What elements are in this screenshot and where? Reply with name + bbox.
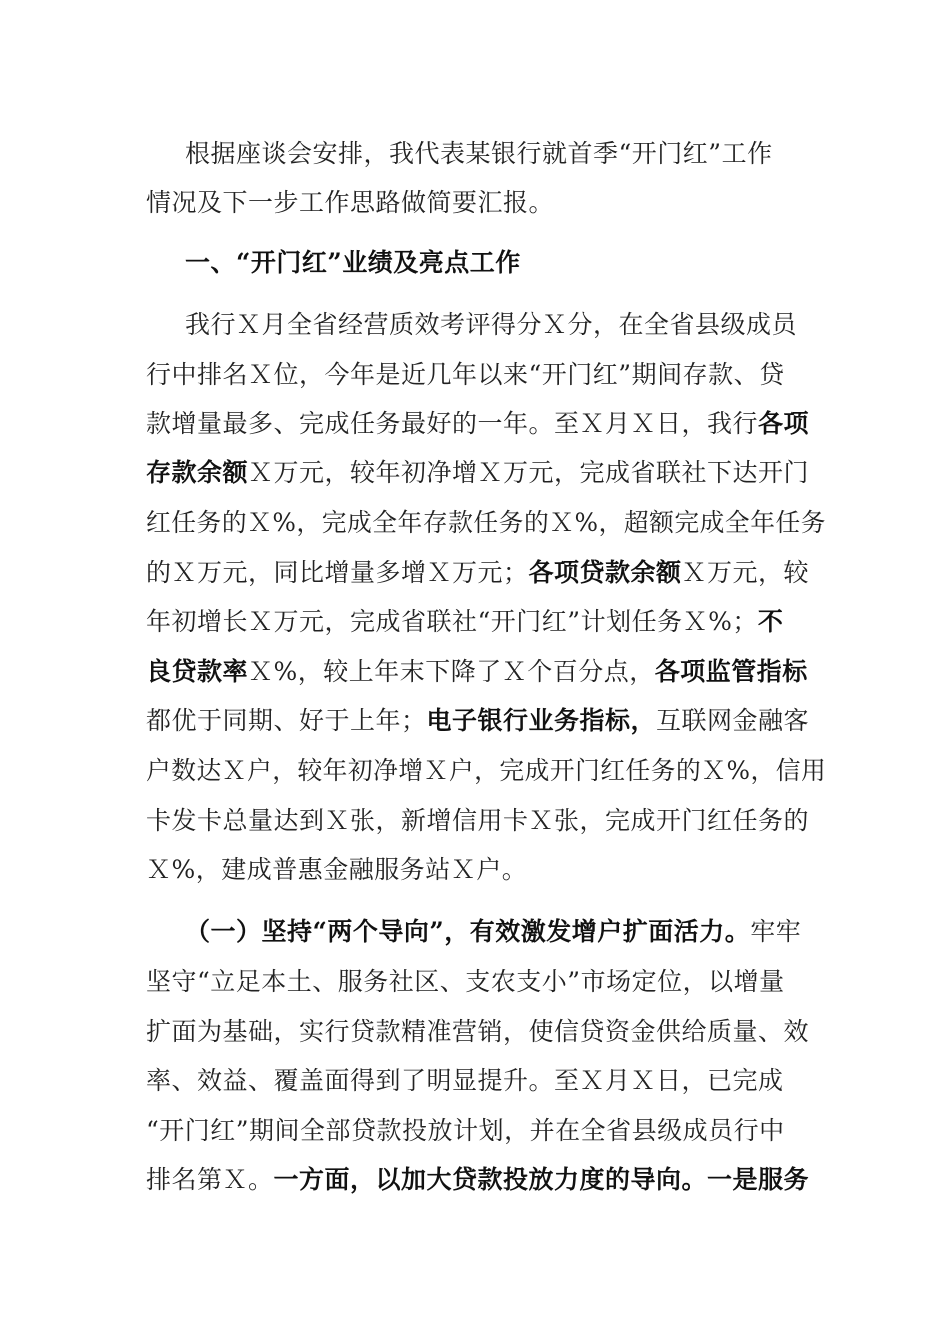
text-run: 扩面为基础，实行贷款精准营销，使信贷资金供给质量、效: [146, 1017, 810, 1046]
bold-text-run: 一方面，以加大贷款投放力度的导向。一是服务: [273, 1165, 810, 1194]
paragraph-intro-line-2: [146, 178, 826, 228]
paragraph-subsection-1-line-3: [146, 1007, 826, 1057]
paragraph-subsection-1-line-2: [146, 957, 826, 1007]
text-run: 的Ｘ万元，同比增量多增Ｘ万元；: [146, 558, 529, 587]
paragraph-performance-line-9: [146, 696, 826, 746]
paragraph-subsection-1-line-1: [185, 907, 826, 957]
paragraph-performance-line-5: [146, 498, 827, 548]
text-run: 我行Ｘ月全省经营质效考评得分Ｘ分，在全省县级成员: [185, 310, 798, 339]
text-run: 户数达Ｘ户，较年初净增Ｘ户，完成开门红任务的Ｘ%，信用: [146, 756, 827, 785]
paragraph-performance-line-4: [146, 448, 826, 498]
paragraph-performance-line-6: [146, 548, 826, 598]
paragraph-performance-line-12: [146, 845, 826, 895]
subsection-heading: （一）坚持“两个导向”，有效激发增户扩面活力。: [185, 917, 751, 946]
text-run: Ｘ%，建成普惠金融服务站Ｘ户。: [146, 855, 528, 884]
paragraph-performance-line-11: [146, 796, 826, 846]
text-run: 坚守“立足本土、服务社区、支农支小”市场定位，以增量: [146, 967, 785, 996]
text-run: “开门红”期间全部贷款投放计划，并在全省县级成员行中: [146, 1116, 785, 1145]
text-run: Ｘ%，较上年末下降了Ｘ个百分点，: [248, 657, 655, 686]
paragraph-performance-line-3: [146, 399, 826, 449]
paragraph-performance-line-1: [185, 300, 826, 350]
text-run: 情况及下一步工作思路做简要汇报。: [146, 188, 555, 217]
text-run: 互联网金融客: [656, 706, 810, 735]
paragraph-performance-line-2: [146, 350, 826, 400]
text-run: Ｘ万元，较年初净增Ｘ万元，完成省联社下达开门: [248, 458, 810, 487]
bold-text-run: 各项: [758, 409, 810, 438]
paragraph-performance-line-10: [146, 746, 827, 796]
paragraph-performance-line-7: [146, 597, 826, 647]
paragraph-subsection-1-line-4: [146, 1056, 826, 1106]
text-run: 年初增长Ｘ万元，完成省联社“开门红”计划任务Ｘ%；: [146, 607, 758, 636]
heading-text: 一、“开门红”业绩及亮点工作: [185, 248, 521, 277]
section-heading-1: [185, 238, 826, 288]
text-run: 根据座谈会安排，我代表某银行就首季“开门红”工作: [185, 139, 773, 168]
text-run: 都优于同期、好于上年；: [146, 706, 427, 735]
paragraph-intro-line-1: [185, 129, 826, 179]
text-run: 行中排名Ｘ位，今年是近几年以来“开门红”期间存款、贷: [146, 360, 785, 389]
text-run: 卡发卡总量达到Ｘ张，新增信用卡Ｘ张，完成开门红任务的: [146, 806, 810, 835]
bold-text-run: 良贷款率: [146, 657, 249, 686]
bold-text-run: 存款余额: [146, 458, 249, 487]
text-run: 牢牢: [750, 917, 802, 946]
paragraph-subsection-1-line-5: [146, 1106, 826, 1156]
text-run: 红任务的Ｘ%，完成全年存款任务的Ｘ%，超额完成全年任务: [146, 508, 827, 537]
text-run: 率、效益、覆盖面得到了明显提升。至Ｘ月Ｘ日，已完成: [146, 1066, 784, 1095]
paragraph-subsection-1-line-6: [146, 1155, 826, 1205]
text-run: Ｘ万元，较: [681, 558, 810, 587]
text-run: 款增量最多、完成任务最好的一年。至Ｘ月Ｘ日，我行: [146, 409, 759, 438]
bold-text-run: 各项贷款余额: [528, 558, 682, 587]
text-run: 排名第Ｘ。: [146, 1165, 274, 1194]
bold-text-run: 电子银行业务指标，: [426, 706, 657, 735]
paragraph-performance-line-8: [146, 647, 826, 697]
bold-text-run: 不: [757, 607, 784, 636]
bold-text-run: 各项监管指标: [654, 657, 808, 686]
